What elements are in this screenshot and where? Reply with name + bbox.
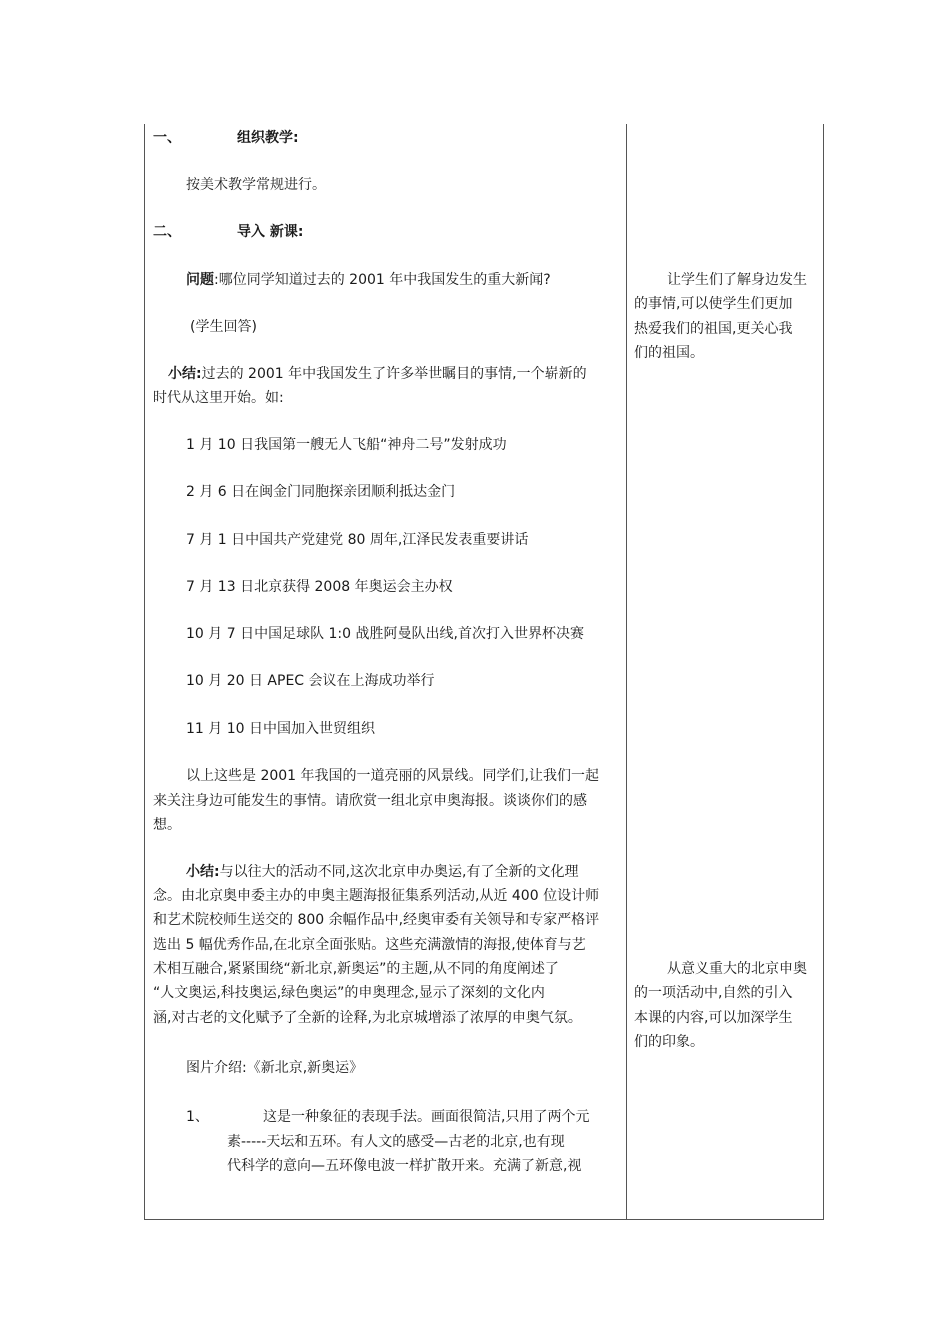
paragraph-line: 以上这些是 2001 年我国的一道亮丽的风景线。同学们,让我们一起 — [186, 768, 599, 784]
table-right-border — [823, 124, 824, 1220]
event-item: 10 月 20 日 APEC 会议在上海成功举行 — [186, 673, 435, 689]
item-1-line: 素-----天坛和五环。有人文的感受—古老的北京,也有现 — [227, 1134, 565, 1150]
event-item: 7 月 1 日中国共产党建党 80 周年,江泽民发表重要讲话 — [186, 532, 529, 548]
summary-2-line: 涵,对古老的文化赋予了全新的诠释,为北京城增添了浓厚的申奥气氛。 — [153, 1010, 582, 1026]
event-item: 1 月 10 日我国第一艘无人飞船“神舟二号”发射成功 — [186, 437, 507, 453]
section-2-number: 二、 — [153, 224, 181, 240]
table-left-border — [144, 124, 145, 1220]
summary-1-text: 过去的 2001 年中我国发生了许多举世瞩目的事情,一个崭新的 — [201, 366, 587, 382]
note-1-line: 热爱我们的祖国,更关心我 — [634, 321, 793, 337]
section-1-body: 按美术教学常规进行。 — [186, 177, 326, 193]
note-1-line: 的事情,可以使学生们更加 — [634, 296, 793, 312]
note-2-line: 们的印象。 — [634, 1034, 704, 1050]
question-line — [186, 271, 551, 289]
paragraph-line: 想。 — [153, 817, 181, 833]
paragraph-line: 来关注身边可能发生的事情。请欣赏一组北京申奥海报。谈谈你们的感 — [153, 793, 587, 809]
item-1-number: 1、 — [186, 1109, 209, 1125]
table-middle-border — [626, 124, 627, 1220]
summary-1-line-2: 时代从这里开始。如: — [153, 390, 284, 406]
summary-2-line: 选出 5 幅优秀作品,在北京全面张贴。这些充满激情的海报,使体育与艺 — [153, 937, 586, 953]
note-2-line: 本课的内容,可以加深学生 — [634, 1010, 793, 1026]
item-1-line: 代科学的意向—五环像电波一样扩散开来。充满了新意,视 — [227, 1158, 582, 1174]
table-bottom-border — [144, 1219, 824, 1220]
picture-intro: 图片介绍:《新北京,新奥运》 — [186, 1060, 364, 1076]
event-item: 10 月 7 日中国足球队 1:0 战胜阿曼队出线,首次打入世界杯决赛 — [186, 626, 584, 642]
summary-2-line: 念。由北京奥申委主办的申奥主题海报征集系列活动,从近 400 位设计师 — [153, 888, 600, 904]
note-1-line: 们的祖国。 — [634, 345, 704, 361]
section-1-number: 一、 — [153, 130, 181, 146]
event-item: 11 月 10 日中国加入世贸组织 — [186, 721, 375, 737]
question-label: 问题 — [186, 272, 214, 288]
note-2-line: 从意义重大的北京申奥 — [667, 961, 807, 977]
summary-2-line: 和艺术院校师生送交的 800 余幅作品中,经奥审委有关领导和专家严格评 — [153, 912, 600, 928]
summary-2-line-1 — [186, 863, 579, 881]
summary-2-text: 与以往大的活动不同,这次北京申办奥运,有了全新的文化理 — [219, 864, 579, 880]
summary-1-line-1 — [168, 365, 587, 383]
note-1-line: 让学生们了解身边发生 — [667, 272, 807, 288]
note-2-line: 的一项活动中,自然的引入 — [634, 985, 793, 1001]
section-2-title: 导入 新课: — [237, 224, 304, 240]
summary-2-label: 小结: — [186, 864, 220, 880]
item-1-line: 这是一种象征的表现手法。画面很简洁,只用了两个元 — [263, 1109, 590, 1125]
event-item: 7 月 13 日北京获得 2008 年奥运会主办权 — [186, 579, 453, 595]
summary-2-line: “人文奥运,科技奥运,绿色奥运”的申奥理念,显示了深刻的文化内 — [153, 985, 545, 1001]
summary-2-line: 术相互融合,紧紧围绕“新北京,新奥运”的主题,从不同的角度阐述了 — [153, 961, 559, 977]
event-item: 2 月 6 日在闽金门同胞探亲团顺利抵达金门 — [186, 484, 456, 500]
section-1-title: 组织教学: — [237, 130, 299, 146]
question-text: :哪位同学知道过去的 2001 年中我国发生的重大新闻? — [214, 272, 551, 288]
summary-1-label: 小结: — [168, 366, 202, 382]
student-answer: (学生回答) — [190, 319, 257, 335]
